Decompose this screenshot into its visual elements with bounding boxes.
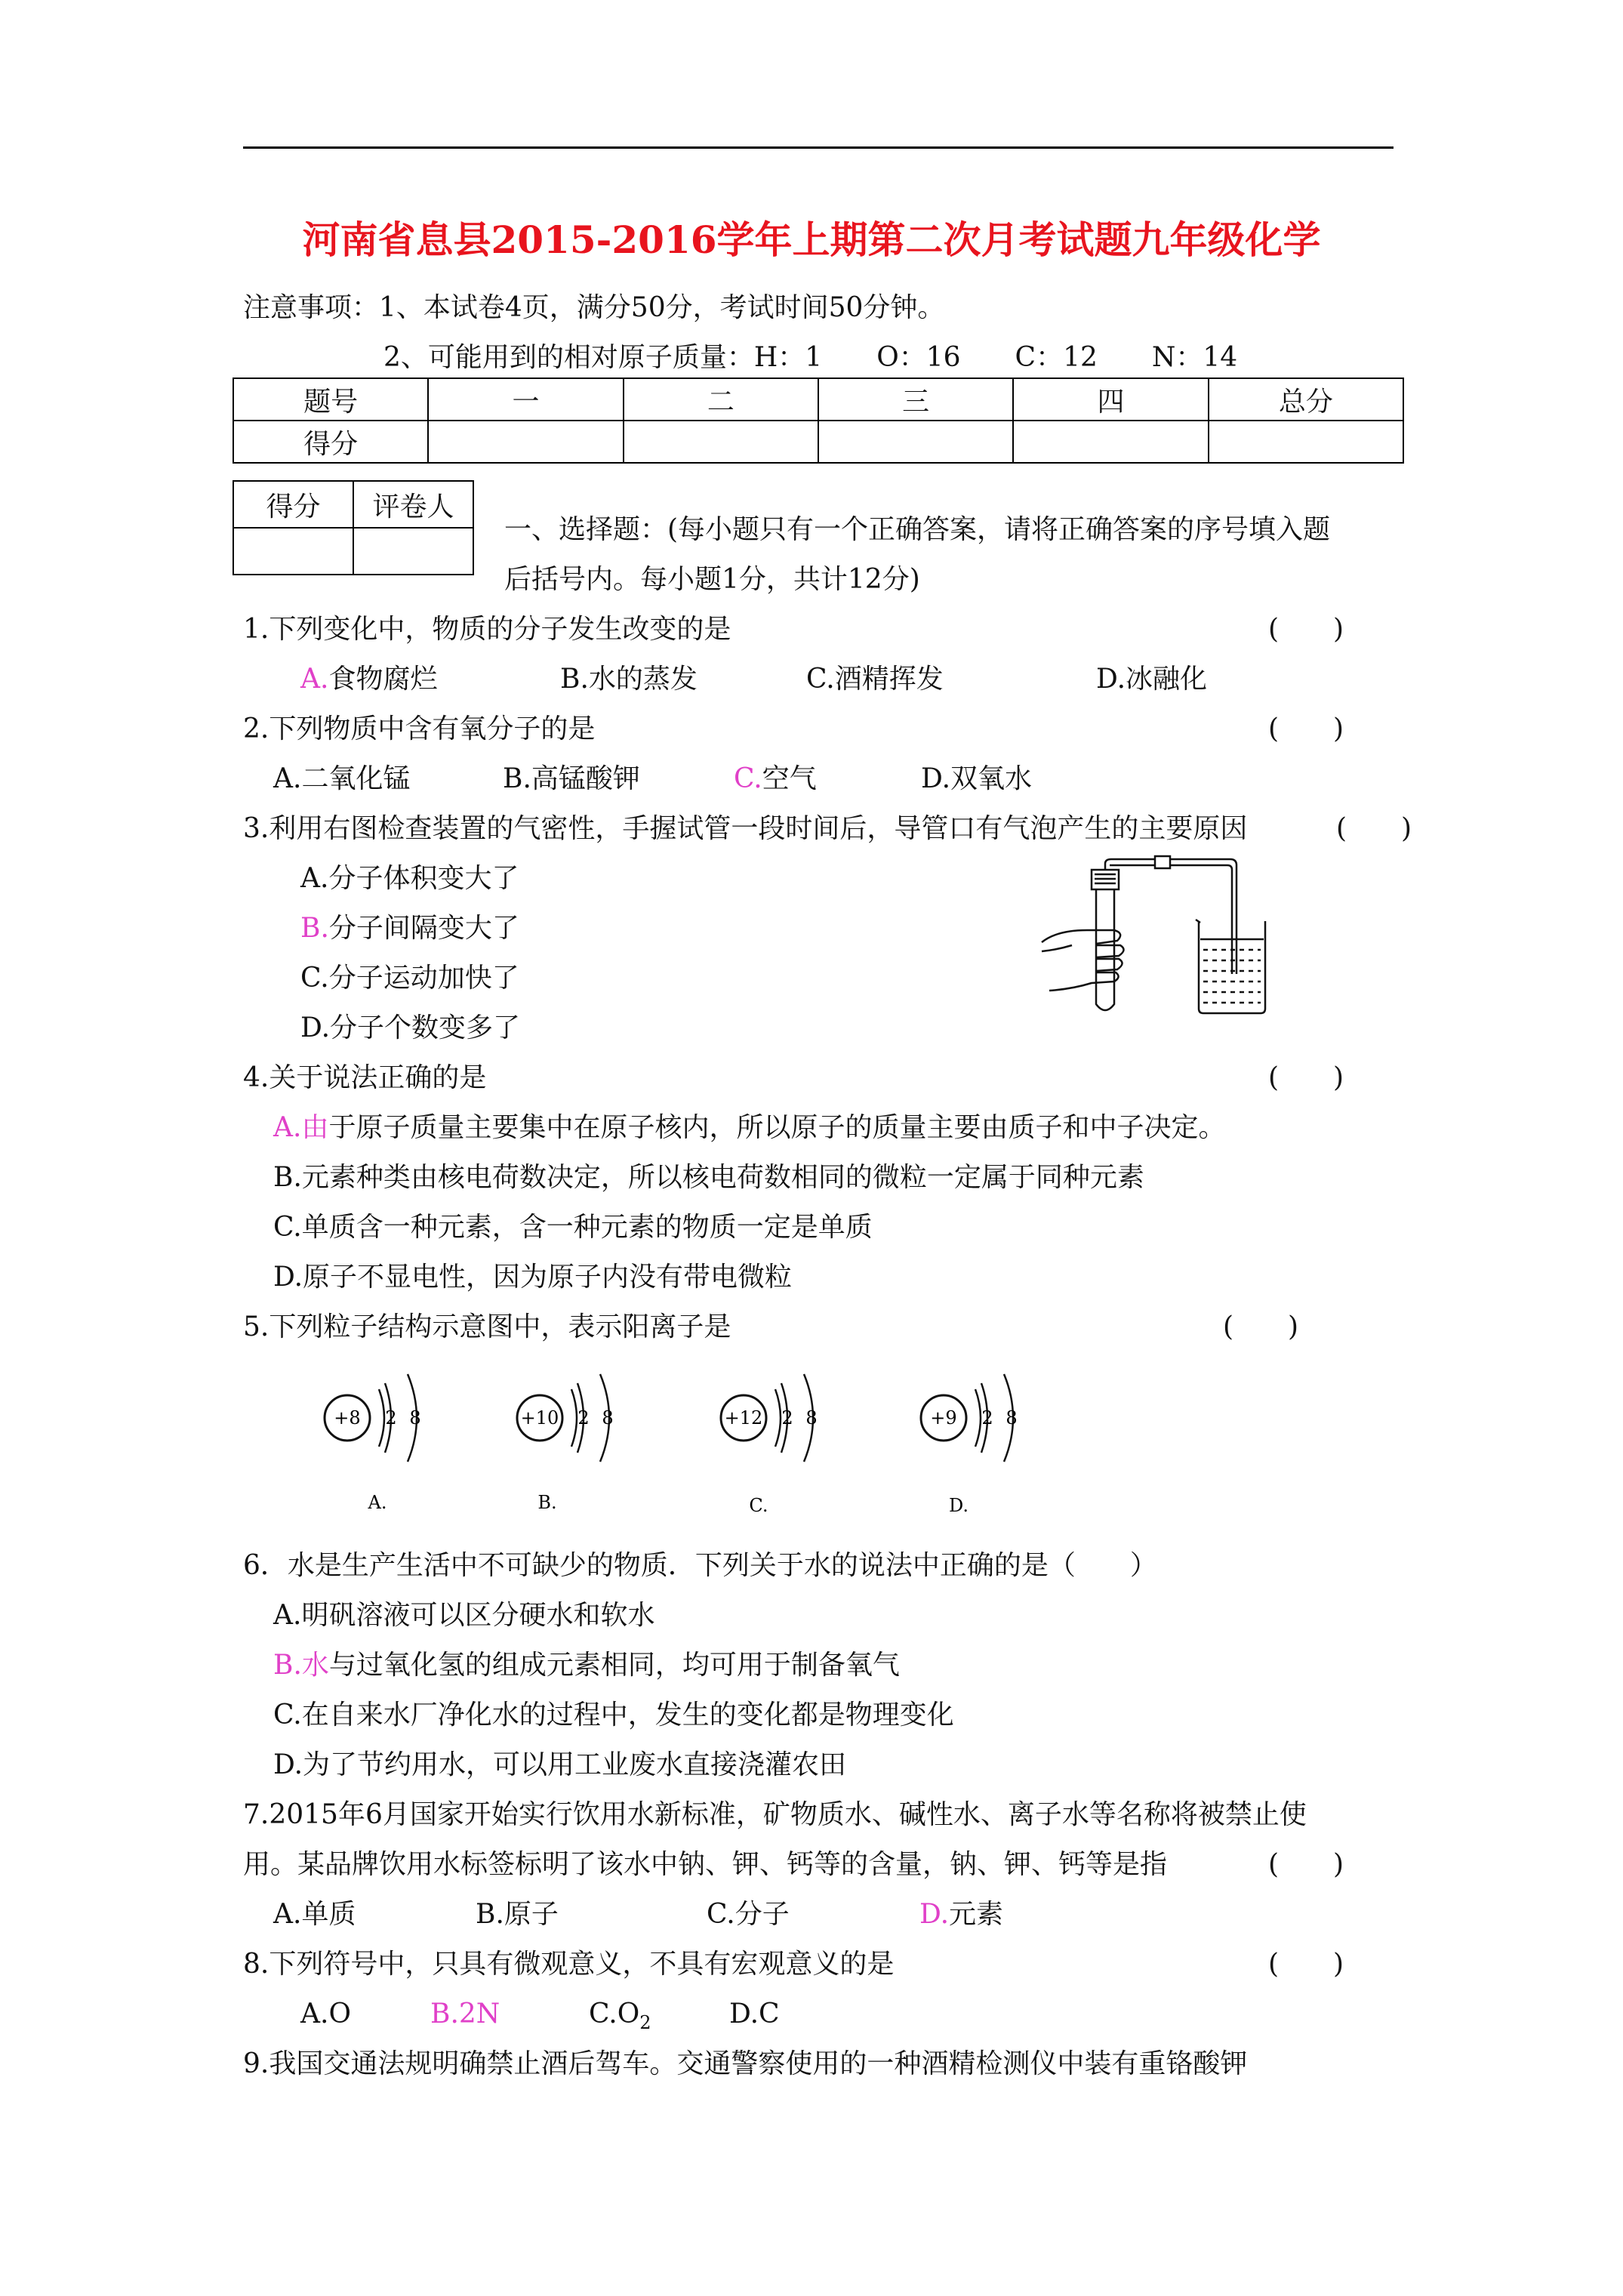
score-cell[interactable] bbox=[1209, 421, 1403, 463]
particle-diagram-b[interactable] bbox=[517, 1374, 614, 1513]
question-1-stem: 1.下列变化中，物质的分子发生改变的是 bbox=[243, 614, 731, 645]
score-header-cell: 题号 bbox=[233, 378, 428, 421]
question-6-stem: 6．水是生产生活中不可缺少的物质．下列关于水的说法中正确的是（ ） bbox=[243, 1550, 1157, 1581]
question-3-option-c[interactable]: C.分子运动加快了 bbox=[300, 963, 519, 994]
question-2-stem: 2.下列物质中含有氧分子的是 bbox=[243, 713, 596, 744]
question-7-stem-line-2: 用。某品牌饮用水标签标明了该水中钠、钾、钙等的含量，钠、钾、钙等是指 bbox=[243, 1849, 1168, 1880]
option-key: D. bbox=[919, 1899, 950, 1930]
diagram-label: A. bbox=[368, 1492, 387, 1513]
electron-shell-1 bbox=[775, 1389, 781, 1447]
notes-line-1: 注意事项：1、本试卷4页，满分50分，考试时间50分钟。 bbox=[243, 292, 945, 323]
question-8-answer-blank[interactable]: ( ) bbox=[1268, 1949, 1344, 1980]
question-5-stem: 5.下列粒子结构示意图中，表示阳离子是 bbox=[243, 1311, 731, 1342]
nucleus-charge: +8 bbox=[334, 1407, 361, 1428]
score-cell[interactable] bbox=[624, 421, 818, 463]
option-text: 空气 bbox=[762, 763, 817, 794]
particle-diagram-a[interactable] bbox=[325, 1374, 421, 1513]
particle-diagram-d[interactable] bbox=[921, 1374, 1018, 1516]
question-4-option-b[interactable]: B.元素种类由核电荷数决定，所以核电荷数相同的微粒一定属于同种元素 bbox=[273, 1162, 1144, 1193]
score-header-cell: 三 bbox=[818, 378, 1013, 421]
grader-reviewer-cell[interactable] bbox=[353, 528, 473, 575]
grader-header-score: 得分 bbox=[233, 481, 353, 528]
option-key: A.由 bbox=[273, 1112, 329, 1143]
option-text: 元素 bbox=[949, 1899, 1004, 1930]
question-3-answer-blank[interactable]: ( ) bbox=[1336, 813, 1412, 844]
diagram-label: C. bbox=[749, 1495, 768, 1516]
score-header-cell: 一 bbox=[428, 378, 623, 421]
score-cell[interactable] bbox=[1013, 421, 1208, 463]
electron-count-2: 8 bbox=[409, 1407, 421, 1428]
question-3-stem: 3.利用右图检查装置的气密性，手握试管一段时间后，导管口有气泡产生的主要原因 bbox=[243, 813, 1248, 844]
diagram-label: B. bbox=[537, 1492, 557, 1513]
grader-score-cell[interactable] bbox=[233, 528, 353, 575]
question-7-stem-line-1: 7.2015年6月国家开始实行饮用水新标准，矿物质水、碱性水、离子水等名称将被禁止使 bbox=[243, 1799, 1307, 1830]
score-header-cell: 四 bbox=[1013, 378, 1208, 421]
question-3-option-b[interactable] bbox=[300, 912, 519, 945]
airtightness-apparatus-figure bbox=[1042, 861, 1268, 1027]
notes-line-2: 2、可能用到的相对原子质量：H：1 O：16 C：12 N：14 bbox=[383, 342, 1238, 373]
grader-table bbox=[233, 480, 474, 575]
electron-shell-1 bbox=[379, 1389, 384, 1447]
question-1-option-d[interactable]: D.冰融化 bbox=[1096, 664, 1208, 695]
diagram-label: D. bbox=[948, 1495, 969, 1516]
section-1-heading-line-1: 一、选择题：(每小题只有一个正确答案，请将正确答案的序号填入题 bbox=[504, 514, 1331, 545]
question-8-stem: 8.下列符号中，只具有微观意义，不具有宏观意义的是 bbox=[243, 1949, 895, 1980]
question-6-option-c[interactable]: C.在自来水厂净化水的过程中，发生的变化都是物理变化 bbox=[273, 1700, 954, 1730]
score-header-cell: 总分 bbox=[1209, 378, 1403, 421]
question-6-option-b[interactable] bbox=[273, 1649, 900, 1682]
option-text: 食物腐烂 bbox=[328, 664, 438, 695]
question-9-stem: 9.我国交通法规明确禁止酒后驾车。交通警察使用的一种酒精检测仪中装有重铬酸钾 bbox=[243, 2048, 1248, 2079]
nucleus-charge: +10 bbox=[520, 1407, 559, 1428]
particle-structure-diagrams bbox=[302, 1359, 1132, 1525]
question-7-option-b[interactable]: B.原子 bbox=[476, 1899, 559, 1930]
question-8-option-c[interactable] bbox=[589, 1998, 651, 2039]
electron-count-1: 2 bbox=[781, 1407, 793, 1428]
question-7-option-d[interactable] bbox=[919, 1898, 1003, 1931]
nucleus-charge: +9 bbox=[930, 1407, 957, 1428]
score-header-cell: 二 bbox=[624, 378, 818, 421]
electron-shell-1 bbox=[975, 1389, 981, 1447]
electron-count-1: 2 bbox=[385, 1407, 397, 1428]
option-text: 于原子质量主要集中在原子核内，所以原子的质量主要由质子和中子决定。 bbox=[328, 1112, 1226, 1143]
question-4-option-c[interactable]: C.单质含一种元素，含一种元素的物质一定是单质 bbox=[273, 1212, 873, 1243]
question-6-option-d[interactable]: D.为了节约用水，可以用工业废水直接浇灌农田 bbox=[273, 1749, 847, 1780]
question-1-option-b[interactable]: B.水的蒸发 bbox=[560, 664, 698, 695]
question-1-answer-blank[interactable]: ( ) bbox=[1268, 614, 1344, 645]
option-key: C. bbox=[734, 763, 762, 794]
question-7-answer-blank[interactable]: ( ) bbox=[1268, 1849, 1344, 1880]
question-1-option-a[interactable] bbox=[300, 663, 437, 696]
score-table-score-row bbox=[233, 421, 1403, 463]
question-8-option-a[interactable]: A.O bbox=[300, 1999, 351, 2029]
grader-header-reviewer: 评卷人 bbox=[353, 481, 473, 528]
question-7-option-c[interactable]: C.分子 bbox=[707, 1899, 790, 1930]
question-4-stem: 4.关于说法正确的是 bbox=[243, 1062, 487, 1093]
question-4-option-d[interactable]: D.原子不显电性，因为原子内没有带电微粒 bbox=[273, 1262, 793, 1293]
option-text: 与过氧化氢的组成元素相同，均可用于制备氧气 bbox=[328, 1650, 900, 1681]
option-text: C.O bbox=[589, 1999, 640, 2029]
electron-count-2: 8 bbox=[805, 1407, 818, 1428]
question-5-answer-blank[interactable]: ( ) bbox=[1223, 1311, 1299, 1342]
question-2-option-c[interactable] bbox=[734, 763, 817, 796]
header-rule bbox=[243, 146, 1394, 149]
question-2-option-d[interactable]: D.双氧水 bbox=[921, 763, 1033, 794]
question-7-option-a[interactable]: A.单质 bbox=[273, 1899, 356, 1930]
question-3-option-d[interactable]: D.分子个数变多了 bbox=[300, 1012, 521, 1043]
electron-count-1: 2 bbox=[577, 1407, 590, 1428]
score-cell[interactable] bbox=[818, 421, 1013, 463]
question-1-option-c[interactable]: C.酒精挥发 bbox=[806, 664, 944, 695]
question-4-option-a[interactable] bbox=[273, 1111, 1225, 1145]
score-table bbox=[233, 378, 1404, 464]
section-1-heading-line-2: 后括号内。每小题1分，共计12分) bbox=[504, 564, 920, 595]
option-key: B.水 bbox=[273, 1650, 329, 1681]
score-row-label: 得分 bbox=[233, 421, 428, 463]
option-key: A. bbox=[300, 664, 329, 695]
electron-count-1: 2 bbox=[981, 1407, 993, 1428]
electron-count-2: 8 bbox=[602, 1407, 614, 1428]
question-2-option-a[interactable]: A.二氧化锰 bbox=[273, 763, 411, 794]
nucleus-charge: +12 bbox=[724, 1407, 763, 1428]
question-4-answer-blank[interactable]: ( ) bbox=[1268, 1062, 1344, 1093]
question-3-option-a[interactable]: A.分子体积变大了 bbox=[300, 863, 519, 894]
particle-diagram-c[interactable] bbox=[721, 1374, 818, 1516]
question-6-option-a[interactable]: A.明矾溶液可以区分硬水和软水 bbox=[273, 1600, 655, 1631]
page-title: 河南省息县2015-2016学年上期第二次月考试题九年级化学 bbox=[302, 217, 1321, 262]
score-table-header-row bbox=[233, 378, 1403, 421]
question-2-option-b[interactable]: B.高锰酸钾 bbox=[503, 763, 640, 794]
question-2-answer-blank[interactable]: ( ) bbox=[1268, 713, 1344, 744]
question-8-option-b[interactable]: B.2N bbox=[430, 1999, 500, 2029]
score-cell[interactable] bbox=[428, 421, 623, 463]
option-key: B. bbox=[300, 913, 329, 944]
subscript: 2 bbox=[639, 2012, 651, 2034]
question-8-option-d[interactable]: D.C bbox=[729, 1999, 780, 2029]
option-text: 分子间隔变大了 bbox=[328, 913, 519, 944]
electron-count-2: 8 bbox=[1006, 1407, 1018, 1428]
electron-shell-1 bbox=[571, 1389, 577, 1447]
